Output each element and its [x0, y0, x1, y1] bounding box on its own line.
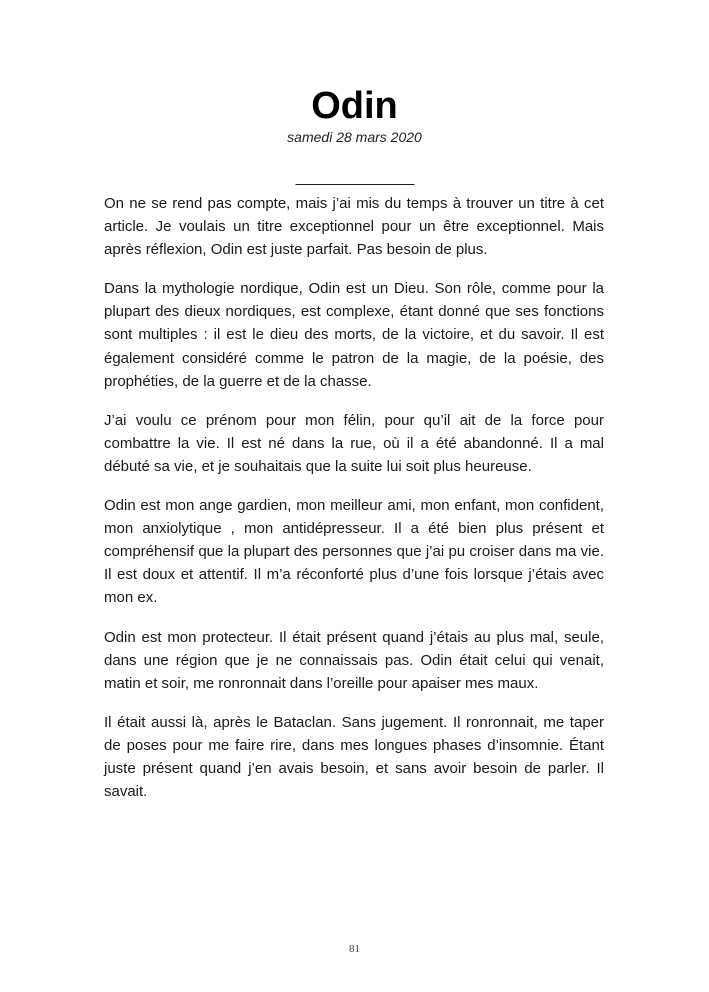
- article-body: [104, 192, 604, 819]
- paragraph: Odin est mon protecteur. Il était présent quand j’étais au plus mal, seule, dans une région que je ne connaissais pas. Odin était celui qui venait, matin et soir, me ronronnait dans l’oreille pour apaiser mes maux.: [104, 628, 604, 692]
- title-separator: ________________: [295, 169, 414, 186]
- page-title: Odin: [311, 85, 398, 127]
- article-date: samedi 28 mars 2020: [287, 129, 422, 145]
- paragraph: Dans la mythologie nordique, Odin est un Dieu. Son rôle, comme pour la plupart des dieux nordiques, est complexe, étant donné que ses fonctions sont multiples : il est le dieu des morts, de la victoire, et du savoir. Il est également considéré comme le patron de la magie, de la poésie, des prophéties, de la guerre et de la chasse.: [104, 280, 604, 390]
- paragraph: Il était aussi là, après le Bataclan. Sans jugement. Il ronronnait, me taper de poses pour me faire rire, dans mes longues phases d’insomnie. Étant juste présent quand j’en avais besoin, et sans avoir besoin de parler. Il savait.: [104, 713, 604, 801]
- paragraph: Odin est mon ange gardien, mon meilleur ami, mon enfant, mon confident, mon anxiolytique , mon antidépresseur. Il a été bien plus présent et compréhensif que la plupart des personnes que j’ai pu croiser dans ma vie. Il est doux et attentif. Il m’a réconforté plus d’une fois lorsque j’étais avec mon ex.: [104, 497, 604, 607]
- paragraph: On ne se rend pas compte, mais j’ai mis du temps à trouver un titre à cet article. Je voulais un titre exceptionnel pour un être exceptionnel. Mais après réflexion, Odin est juste parfait. Pas besoin de plus.: [104, 195, 604, 259]
- paragraph: J’ai voulu ce prénom pour mon félin, pour qu’il ait de la force pour combattre la vie. Il est né dans la rue, où il a été abandonné. Il a mal débuté sa vie, et je souhaitais que la suite lui soit plus heureuse.: [104, 411, 604, 475]
- page-number: 81: [349, 943, 360, 955]
